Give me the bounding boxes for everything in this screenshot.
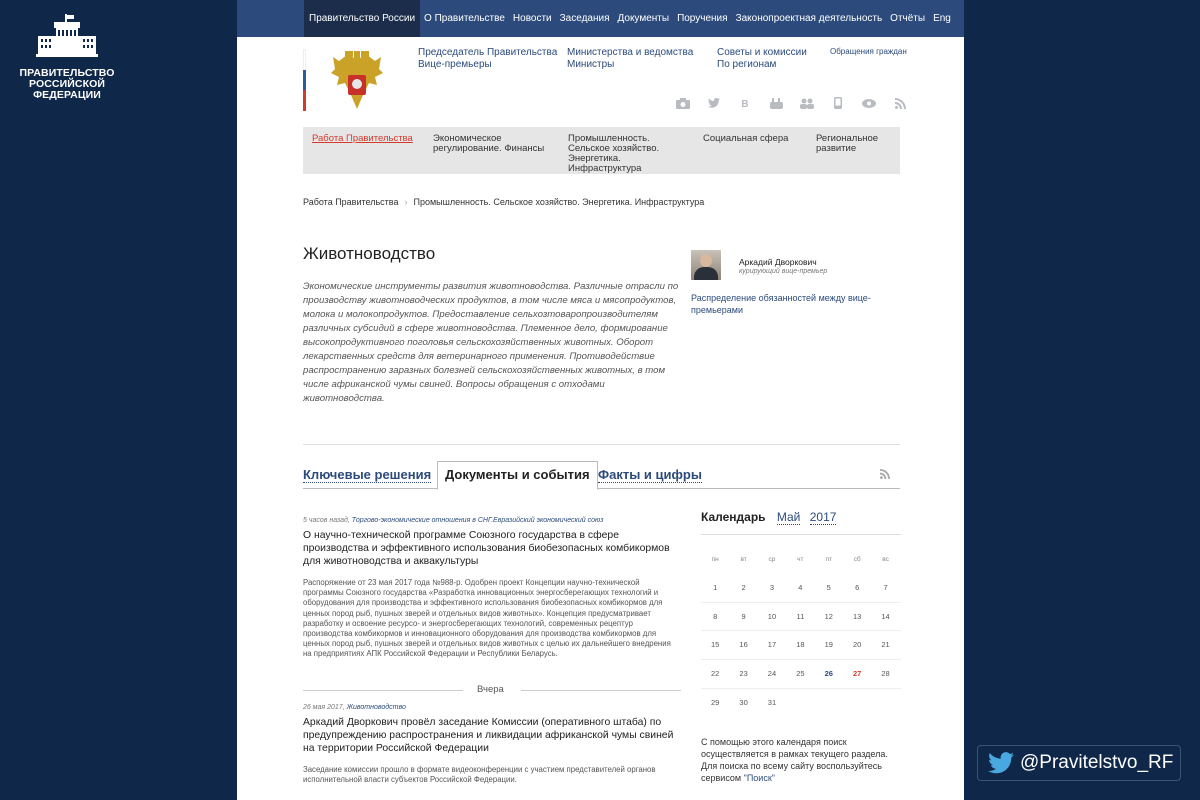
logo-line: РОССИЙСКОЙ bbox=[29, 78, 105, 90]
coat-of-arms-icon[interactable] bbox=[329, 51, 385, 118]
twitter-badge[interactable] bbox=[977, 745, 1181, 781]
header-column-1 bbox=[418, 47, 557, 71]
logo-line: ПРАВИТЕЛЬСТВО bbox=[19, 67, 115, 79]
link-citizen-appeals[interactable]: Обращения граждан bbox=[830, 47, 907, 56]
calendar-day[interactable]: 17 bbox=[767, 640, 777, 650]
news-item bbox=[303, 517, 681, 660]
calendar-day[interactable]: 20 bbox=[852, 640, 862, 650]
calendar-day[interactable]: 10 bbox=[767, 611, 777, 621]
breadcrumb-item[interactable]: Работа Правительства bbox=[303, 197, 399, 207]
calendar-day[interactable]: 1 bbox=[713, 583, 718, 592]
subnav-social[interactable]: Социальная сфера bbox=[703, 133, 789, 144]
nav-documents[interactable]: Документы bbox=[617, 13, 670, 24]
people-icon[interactable] bbox=[799, 98, 815, 112]
subnav-government-work[interactable]: Работа Правительства bbox=[312, 133, 413, 144]
nav-meetings[interactable]: Заседания bbox=[559, 13, 610, 24]
calendar-week bbox=[701, 603, 901, 632]
calendar-weekday: ср bbox=[768, 556, 776, 563]
calendar-day[interactable]: 7 bbox=[883, 583, 888, 592]
calendar-day[interactable]: 26 bbox=[824, 669, 833, 679]
curator-role: курирующий вице-премьер bbox=[739, 268, 828, 275]
calendar-day[interactable]: 24 bbox=[767, 669, 777, 679]
calendar-weekdays bbox=[701, 554, 901, 574]
twitter-handle: @Pravitelstvo_RF bbox=[1020, 752, 1174, 773]
vk-icon[interactable]: В bbox=[741, 99, 749, 110]
link-ministries[interactable]: Министерства и ведомства bbox=[567, 47, 694, 58]
nav-reports[interactable]: Отчёты bbox=[890, 13, 926, 24]
calendar-day[interactable]: 18 bbox=[796, 640, 805, 650]
logo-line: ФЕДЕРАЦИИ bbox=[33, 89, 101, 101]
link-vice-premiers[interactable]: Вице-премьеры bbox=[418, 59, 492, 70]
link-councils[interactable]: Советы и комиссии bbox=[717, 47, 807, 58]
date-divider bbox=[303, 683, 681, 697]
twitter-bird-icon bbox=[988, 752, 1014, 774]
calendar-month-select[interactable]: Май bbox=[776, 510, 801, 524]
calendar-day[interactable]: 2 bbox=[741, 583, 746, 592]
calendar-day[interactable]: 22 bbox=[711, 669, 720, 679]
nav-english[interactable]: Eng bbox=[933, 13, 951, 24]
site-header bbox=[237, 37, 964, 127]
tab-key-decisions[interactable] bbox=[303, 461, 431, 489]
calendar-week bbox=[701, 631, 901, 660]
calendar-day[interactable]: 14 bbox=[881, 611, 890, 621]
calendar-weekday: пт bbox=[825, 556, 832, 563]
calendar-empty-cell bbox=[786, 689, 814, 718]
calendar-day[interactable]: 19 bbox=[824, 640, 833, 650]
calendar-day[interactable]: 23 bbox=[739, 669, 748, 679]
calendar-year-select[interactable]: 2017 bbox=[809, 510, 837, 524]
divider bbox=[303, 444, 900, 445]
calendar-header bbox=[701, 510, 901, 524]
news-time: 5 часов назад, bbox=[303, 517, 350, 524]
calendar-empty-cell bbox=[871, 689, 899, 718]
news-title[interactable]: Аркадий Дворкович провёл заседание Комиссии (оперативного штаба) по предупреждению распространения и ликвидации африканской чумы свиней на территории Российской Федерации bbox=[303, 717, 674, 754]
page-lead: Экономические инструменты развития животноводства. Различные отрасли по производству животноводческих продуктов, в том числе мяса и мясопродуктов, молока и молокопродуктов. Предоставление сельхозтоваропроизводителям различных субсидий в сфере животноводства. Племенное дело, формирование высокопродуктивного поголовья сельскохозяйственных животных. Оборот лекарственных средств для ветеринарного применения. Противодействие распространению заразных болезней сельскохозяйственных животных, в том числе африканской чумы свиней. Вопросы обращения с отходами животноводства. bbox=[303, 281, 679, 404]
eye-icon[interactable] bbox=[861, 99, 877, 111]
rss-icon[interactable] bbox=[892, 98, 908, 112]
calendar-day[interactable]: 3 bbox=[769, 583, 775, 592]
tab-label: Ключевые решения bbox=[303, 467, 432, 482]
link-regions[interactable]: По регионам bbox=[717, 59, 777, 70]
calendar-day[interactable]: 5 bbox=[826, 583, 831, 592]
calendar-day[interactable]: 4 bbox=[798, 583, 803, 592]
nav-legislation[interactable]: Законопроектная деятельность bbox=[735, 13, 883, 24]
link-chairman[interactable]: Председатель Правительства bbox=[418, 47, 558, 58]
news-category[interactable]: Торгово-экономические отношения в СНГ.Евразийский экономический союз bbox=[351, 517, 604, 524]
calendar-week bbox=[701, 689, 901, 718]
calendar-title: Календарь bbox=[701, 510, 766, 524]
calendar bbox=[701, 510, 901, 783]
page-title: Животноводство bbox=[303, 244, 436, 263]
rss-icon[interactable] bbox=[880, 469, 890, 482]
social-links bbox=[675, 97, 908, 112]
calendar-day[interactable]: 16 bbox=[739, 640, 748, 650]
calendar-day[interactable]: 31 bbox=[767, 697, 777, 707]
calendar-day[interactable]: 28 bbox=[881, 669, 890, 679]
breadcrumb-item[interactable]: Промышленность. Сельское хозяйство. Энергетика. Инфраструктура bbox=[413, 197, 705, 207]
calendar-week bbox=[701, 660, 901, 689]
search-service-link[interactable]: "Поиск" bbox=[743, 773, 775, 783]
chevron-right-icon: › bbox=[404, 197, 408, 207]
section-navigation bbox=[303, 127, 900, 174]
calendar-weekday: вс bbox=[882, 556, 889, 563]
calendar-grid bbox=[701, 554, 901, 717]
calendar-day[interactable]: 11 bbox=[796, 611, 805, 621]
calendar-weekday: пн bbox=[711, 556, 719, 563]
calendar-day[interactable]: 29 bbox=[711, 697, 720, 707]
youtube-icon[interactable] bbox=[768, 98, 784, 112]
calendar-day[interactable]: 9 bbox=[741, 611, 746, 621]
news-body: Распоряжение от 23 мая 2017 года №988-р. Одобрен проект Концепции научно-технической программы Союзного государства «Разработка инновационных энергосберегающих технологий и оборудования для производства и эффективного использования биобезопасных комбикормов для ценных пород рыб, пушных зверей и отдельных видов животных». Концепция предусматривает разработку и освоение ресурсо- и энергосберегающих технологий, современных рецептур производства комбикормов и инновационного оборудования для производства комбикормов для ценных пород рыб, пушных зверей и отдельных видов животных с целью их дальнейшего внедрения на предприятиях АПК Российской Федерации и Республики Беларусь. bbox=[303, 578, 671, 659]
calendar-weekday: сб bbox=[853, 556, 861, 563]
calendar-day[interactable]: 25 bbox=[796, 669, 805, 679]
news-meta bbox=[303, 517, 681, 524]
calendar-day[interactable]: 13 bbox=[852, 611, 862, 621]
date-divider-label: Вчера bbox=[477, 684, 504, 695]
header-column-3 bbox=[717, 47, 807, 71]
tab-label: Факты и цифры bbox=[598, 467, 702, 482]
duties-link[interactable]: Распределение обязанностей между вице-премьерами bbox=[691, 293, 871, 315]
nav-instructions[interactable]: Поручения bbox=[677, 13, 728, 24]
flag-stripe bbox=[303, 49, 306, 111]
news-item bbox=[303, 704, 681, 785]
tab-documents-events[interactable] bbox=[437, 461, 598, 490]
calendar-weekday: чт bbox=[797, 556, 804, 563]
breadcrumb bbox=[303, 197, 704, 207]
mobile-icon[interactable] bbox=[830, 97, 846, 112]
calendar-day[interactable]: 6 bbox=[855, 583, 860, 592]
calendar-empty-cell bbox=[843, 689, 871, 718]
news-time: 26 мая 2017, bbox=[303, 704, 345, 711]
calendar-day[interactable]: 30 bbox=[739, 697, 748, 707]
calendar-week bbox=[701, 574, 901, 603]
content-tabs bbox=[303, 461, 900, 489]
calendar-day[interactable]: 15 bbox=[711, 640, 720, 650]
subnav-industry[interactable]: Промышленность. Сельское хозяйство. Энергетика. Инфраструктура bbox=[568, 133, 660, 174]
news-meta bbox=[303, 704, 681, 711]
calendar-weekday: вт bbox=[740, 556, 747, 563]
news-category[interactable]: Животноводство bbox=[346, 704, 406, 711]
page bbox=[237, 0, 964, 800]
calendar-day[interactable]: 27 bbox=[852, 669, 862, 679]
link-ministers[interactable]: Министры bbox=[567, 59, 615, 70]
nav-news[interactable]: Новости bbox=[512, 13, 552, 24]
news-title[interactable]: О научно-технической программе Союзного государства в сфере производства и эффективного использования биобезопасных комбикормов для животноводства и аквакультуры bbox=[303, 530, 670, 567]
government-logo[interactable] bbox=[12, 14, 122, 101]
subnav-economy[interactable]: Экономическое регулирование. Финансы bbox=[433, 133, 545, 154]
tab-facts-figures[interactable] bbox=[598, 461, 702, 489]
curator-photo[interactable] bbox=[691, 250, 721, 280]
camera-icon[interactable] bbox=[675, 98, 691, 112]
twitter-icon[interactable] bbox=[706, 98, 722, 111]
tab-label: Документы и события bbox=[445, 467, 590, 482]
subnav-regional[interactable]: Региональное развитие bbox=[816, 133, 879, 154]
calendar-day[interactable]: 12 bbox=[824, 611, 833, 621]
header-column-2 bbox=[567, 47, 693, 71]
calendar-day[interactable]: 8 bbox=[713, 611, 718, 621]
top-navigation bbox=[237, 0, 964, 37]
government-building-icon bbox=[36, 14, 98, 62]
calendar-note bbox=[701, 736, 901, 784]
nav-about-government[interactable]: О Правительстве bbox=[424, 13, 505, 24]
nav-government-russia[interactable]: Правительство России bbox=[304, 0, 420, 37]
calendar-day[interactable]: 21 bbox=[881, 640, 890, 650]
curator-name[interactable]: Аркадий Дворкович bbox=[739, 257, 817, 267]
calendar-note-text: С помощью этого календаря поиск осуществляется в рамках текущего раздела. Для поиска по всему сайту воспользуйтесь сервисом bbox=[701, 737, 888, 783]
news-body: Заседание комиссии прошло в формате видеоконференции с участием представителей органов исполнительной власти субъектов Российской Федерации. bbox=[303, 765, 656, 785]
calendar-empty-cell bbox=[815, 689, 843, 718]
